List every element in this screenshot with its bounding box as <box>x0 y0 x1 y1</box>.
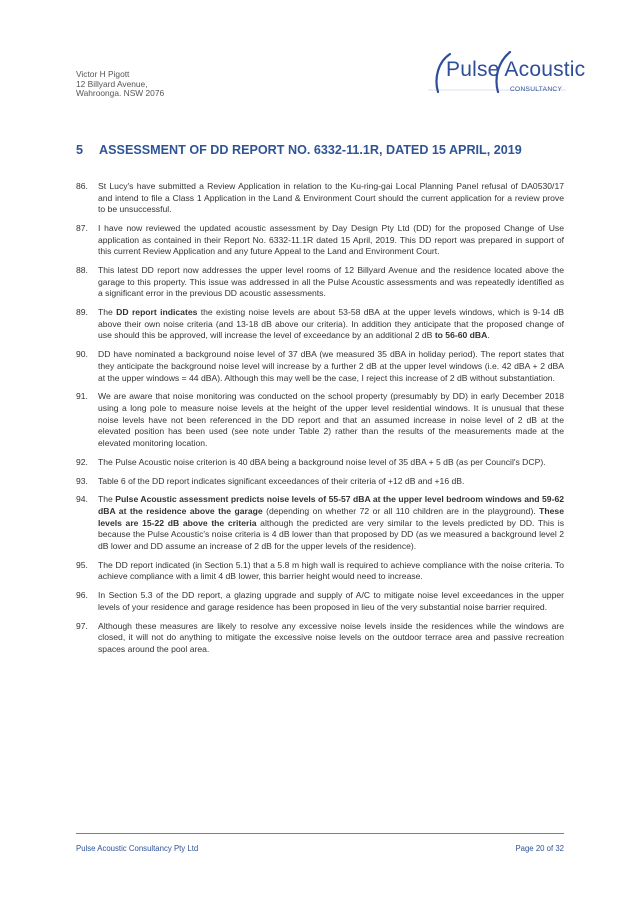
paragraph-number: 94. <box>76 494 88 505</box>
text-run: the existing noise levels are about 53-58 dBA at the upper levels windows, which is 9-14 dB above their own noise criteria (and 13-18 dB above our criteria). In addition they anticipate that the proposed change of use should this be approved, will increase the level of exceedance by an additional 2 dB <box>98 307 564 341</box>
bold-text: DD report indicates <box>116 307 198 318</box>
text-run: Table 6 of the DD report indicates significant exceedances of their criteria of +12 dB and +16 dB. <box>98 475 465 486</box>
paragraph-number: 95. <box>76 559 88 570</box>
footer-company: Pulse Acoustic Consultancy Pty Ltd <box>76 844 199 853</box>
paragraph-number: 93. <box>76 475 88 486</box>
paragraph-number: 88. <box>76 265 88 276</box>
paragraph-90 <box>76 349 564 384</box>
paragraph-86 <box>76 181 564 216</box>
paragraph-text <box>98 476 464 486</box>
paragraph-89 <box>76 307 564 342</box>
section-title: ASSESSMENT OF DD REPORT NO. 6332-11.1R, DATED 15 APRIL, 2019 <box>99 143 522 157</box>
paragraph-number: 92. <box>76 456 88 467</box>
paragraph-92 <box>76 457 564 469</box>
paragraph-text <box>98 265 564 298</box>
paragraph-91 <box>76 391 564 449</box>
address-line-name: Victor H Pigott <box>76 69 130 79</box>
paragraph-text <box>98 223 564 256</box>
bold-text: to 56-60 dBA <box>434 330 488 341</box>
text-run: Although these measures are likely to resolve any excessive noise levels inside the residences while the windows are closed, it will not do anything to mitigate the excessive noise levels on the outdoor terrace area and passive recreation spaces around the pool area. <box>98 620 564 654</box>
paragraph-95 <box>76 560 564 583</box>
paragraph-88 <box>76 265 564 300</box>
paragraph-text <box>98 621 564 654</box>
footer-page-number: Page 20 of 32 <box>515 844 564 853</box>
text-run: This latest DD report now addresses the upper level rooms of 12 Billyard Avenue and the residence located above the garage to this property. This issue was addressed in all the Pulse Acoustic assessments and was repeatedly identified as a significant error in the previous DD acoustic assessments. <box>98 265 564 299</box>
paragraph-text <box>98 457 546 467</box>
text-run: . <box>487 330 490 341</box>
footer-divider <box>76 833 564 834</box>
logo-subtext: CONSULTANCY <box>510 86 563 93</box>
paragraph-number: 97. <box>76 620 88 631</box>
paragraph-number: 86. <box>76 181 88 191</box>
paragraph-number: 90. <box>76 349 88 360</box>
sender-address <box>76 70 164 99</box>
text-run: (depending on whether 72 or all 110 children are in the playground). <box>262 506 540 517</box>
section-heading <box>76 143 576 157</box>
section-number: 5 <box>76 143 84 157</box>
paragraph-text <box>98 181 564 214</box>
paragraph-number: 87. <box>76 223 88 234</box>
text-run: The <box>98 494 116 505</box>
paragraph-number: 96. <box>76 590 88 601</box>
company-logo <box>428 48 586 100</box>
text-run: DD have nominated a background noise level of 37 dBA (we measured 35 dBA in holiday period). The report states that they anticipate the background noise level will increase by a further 2 dB at the upper level windows (i.e. 42 dBA + 2 dBA at the upper windows = 44 dBA). Although this may well be the case, I reject this increase of 2 dB without substantiation. <box>98 349 564 383</box>
paragraph-93 <box>76 476 564 488</box>
text-run: The Pulse Acoustic noise criterion is 40 dBA being a background noise level of 35 dBA + 5 dB (as per Council's DCP). <box>98 456 546 467</box>
paragraph-96 <box>76 590 564 613</box>
address-line-suburb: Wahroonga. NSW 2076 <box>76 88 165 99</box>
text-run: In Section 5.3 of the DD report, a glazing upgrade and supply of A/C to mitigate noise level exceedances in the upper levels of your residence and garage residence has been proposed in lieu of the very substantial noise barrier required. <box>98 590 564 612</box>
paragraph-number: 91. <box>76 391 88 402</box>
bold-text: Pulse Acoustic assessment predicts noise levels of 55-57 dBA at the upper level bedroom windows and 59-62 dBA at the residence above the garage <box>98 494 565 517</box>
paragraph-text <box>98 307 564 340</box>
paragraph-87 <box>76 223 564 258</box>
text-run: although the predicted are very similar to the levels predicted by DD. This is because the Pulse Acoustic's noise criteria is 4 dB lower than that proposed by DD (as we measured a background level 2 dB lower and DD assume an increase of 2 dB for the upper levels of the residence). <box>98 517 564 551</box>
text-run: I have now reviewed the updated acoustic assessment by Day Design Pty Ltd (DD) for the proposed Change of Use application as contained in their Report No. 6332-11.1R dated 15 April, 2019. This DD report was prepared in support of this current Review Application and any future Appeal to the Land and Environment Court. <box>98 223 564 257</box>
paragraph-97 <box>76 621 564 656</box>
paragraph-text <box>98 560 564 582</box>
address-line-street: 12 Billyard Avenue, <box>76 78 148 89</box>
text-run: St Lucy's have submitted a Review Application in relation to the Ku-ring-gai Local Planning Panel refusal of DA0530/17 and intend to file a Class 1 Application in the Land & Environment Court should the current application for a review prove to be unsuccessful. <box>98 181 564 215</box>
text-run: The DD report indicated (in Section 5.1) that a 5.8 m high wall is required to achieve compliance with the noise criteria. To achieve compliance with a limit 4 dB lower, this barrier height would need to increase. <box>98 559 564 582</box>
logo-wordmark: Pulse Acoustic <box>446 58 586 81</box>
text-run: The <box>98 307 117 318</box>
paragraph-text <box>98 391 564 447</box>
bold-text: These levels are 15-22 dB above the criteria <box>98 506 564 528</box>
paragraph-94 <box>76 494 564 552</box>
numbered-paragraphs <box>76 181 564 663</box>
text-run: We are aware that noise monitoring was conducted on the school property (presumably by DD) in early December 2018 using a long pole to measure noise levels at the height of the upper level residential windows. It is unusual that these noise levels have not been referenced in the DD report and that an assumed increase in noise level of 2 dB at the elevated position has been used (see note under Table 2) rather than the results of the measurements made at the elevated monitoring location. <box>98 391 564 448</box>
paragraph-text <box>98 590 564 612</box>
paragraph-text <box>98 494 564 550</box>
paragraph-text <box>98 349 564 382</box>
paragraph-number: 89. <box>76 307 88 318</box>
